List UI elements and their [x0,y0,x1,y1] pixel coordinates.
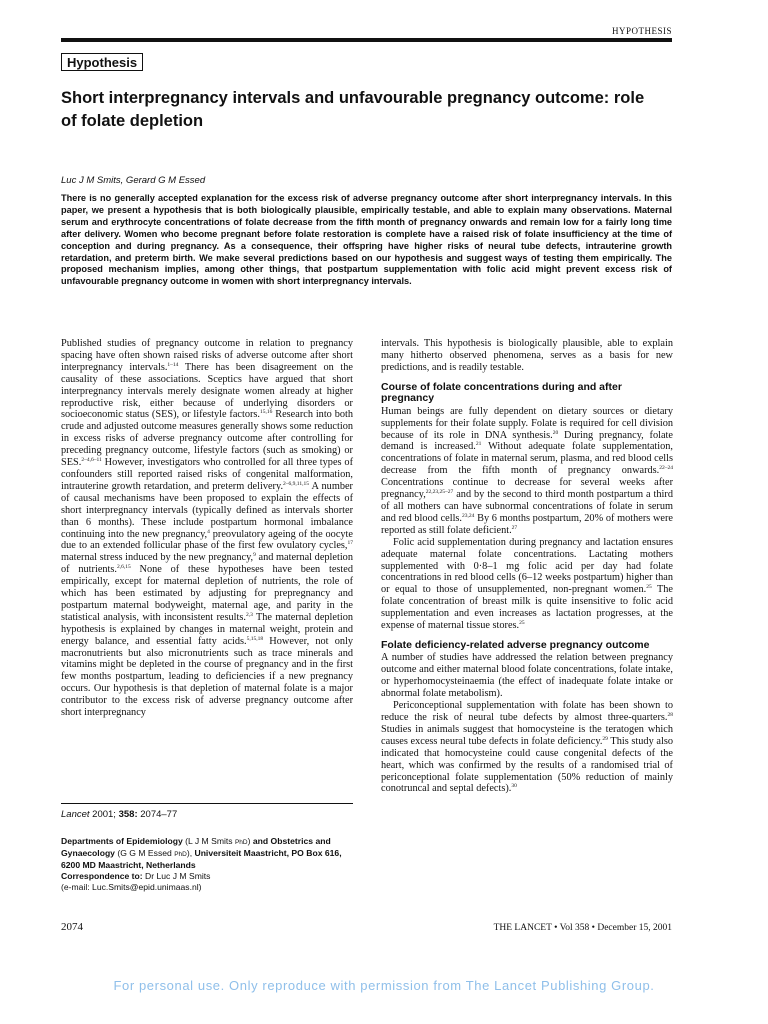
reference-superscript: 27 [511,524,518,531]
journal-name: Lancet [61,809,90,820]
reference-superscript: 15,16 [260,409,273,416]
body-paragraph: intervals. This hypothesis is biologically plausible, able to explain many hitherto observed phenomena, serves as a basis for new predictions, and is readily testable. [381,338,673,373]
article-title: Short interpregnancy intervals and unfavourable pregnancy outcome: role of folate depletion [61,89,645,130]
author-2-name: (G G M Essed [114,848,175,858]
section-label: Hypothesis [61,53,143,71]
left-column [61,338,353,719]
reference-superscript: 4 [207,528,210,535]
reference-superscript: 9 [253,552,256,559]
issue-line: THE LANCET • Vol 358 • December 15, 2001 [493,923,672,933]
reference-superscript: 21 [475,441,482,448]
correspondence-label: Correspondence to: [61,871,143,881]
citation-volume: 358: [118,809,138,820]
reference-superscript: 2,6,15 [116,564,131,571]
body-paragraph: A number of studies have addressed the relation between pregnancy outcome and either maternal blood folate concentrations, folate intake, or hyperhomocysteinaemia (the effect of inadequate folate intake or abnormal folate metabolism). [381,652,673,700]
abstract: There is no generally accepted explanation for the excess risk of adverse pregnancy outcome after short interpregnancy intervals. In this paper, we present a hypothesis that is both biologically plausible, empirically testable, and able to explain many observations. Maternal serum and erythrocyte concentrations of folate decrease from the fifth month of pregnancy onwards and remain low for a fairly long time after delivery. Women who become pregnant before folate restoration is complete have a raised risk of folate insufficiency at the time of conception and during pregnancy. As a consequence, their offspring have higher risks of neural tube defects, intrauterine growth retardation, and preterm birth. We make several predictions based on our hypothesis and suggest ways of testing them empirically. The proposed mechanism implies, among other things, that postpartum supplementation with folic acid might prevent excess risk of unfavourable pregnancy outcome in women with short interpregnancy intervals. [61,193,672,287]
reference-superscript: 2–4,6–11 [81,457,102,464]
copyright-notice: For personal use. Only reproduce with permission from The Lancet Publishing Group. [113,978,655,993]
body-paragraph: Human beings are fully dependent on dietary sources or dietary supplements for their folate supply. Folate is required for cell division because of its role in DNA synthesis.$^{20}$ During pregnancy, folate demand is increased.$^{21}$ Without adequate folate supplementation, concentrations of folate in maternal serum, plasma, and red blood cells decrease from the fifth month of pregnancy onwards.$^{22-24}$ Concentrations continue to decrease for several weeks after pregnancy,$^{22,23,25-27}$ and by the second to third month postpartum a third of all mothers can have subnormal concentrations of folate in serum and red blood cells.$^{23,24}$ By 6 months postpartum, 20% of mothers were reported as still folate deficient.$^{27}$ [381,405,674,536]
department-2: and Obstetrics and Gynaecology [61,836,331,858]
reference-superscript: 23,24 [462,512,475,519]
reference-superscript: 25 [646,584,652,591]
author-2-close: ), [186,848,193,858]
reference-superscript: 2–6,9,11,15 [283,480,309,487]
reference-superscript: 29 [602,735,608,742]
citation-pages: 2074–77 [137,809,178,820]
reference-superscript: 25 [519,620,525,627]
authors: Luc J M Smits, Gerard G M Essed [61,175,206,186]
body-paragraph: Periconceptional supplementation with folate has been shown to reduce the risk of neural tube defects by almost three-quarters.$^{28}$ Studies in animals suggest that homocysteine is the teratogen which causes excess neural tube defects in folate deficiency.$^{29}$ This study also indicated that homocysteine could cause congenital defects of the heart, which was confirmed by the results of a randomised trial of periconceptional folate supplementation (50% reduction of mainly conotruncal and septal defects).$^{30}$ [381,700,674,795]
right-column [381,338,673,795]
author-2-degree: PhD [174,851,187,858]
correspondence-name: Dr Luc J M Smits [142,871,211,881]
section-heading: Course of folate concentrations during and after pregnancy [381,380,622,405]
reference-superscript: 22–24 [659,465,673,472]
reference-superscript: 2,3 [245,611,253,618]
citation-year: 2001; [89,809,119,820]
institution: Universiteit Maastricht, PO Box 616, 6200 MD Maastricht, Netherlands [61,848,342,870]
reference-superscript: 1–14 [167,361,179,368]
header-rule [61,38,672,42]
reference-superscript: 5,15,18 [246,635,264,642]
body-paragraph: Published studies of pregnancy outcome in relation to pregnancy spacing have often shown raised risks of adverse outcome after short interpregnancy intervals.$^{1-14}$ There has been disagreement on the causality of these associations. Sceptics have argued that short interpregnancy intervals merely designate women already at higher reproductive risk, either because of underlying disorders or socioeconomic status (SES), or lifestyle factors.$^{15,16}$ Research into both crude and adjusted outcome measures generally shows some reduction in excess risks of adverse pregnancy outcome after controlling for preceding pregnancy outcome, lifestyle factors (such as smoking) or SES.$^{2-4,6-11}$ However, investigators who controlled for all three types of confounders still reported raised risks of congenital malformation, intrauterine growth retardation, and preterm delivery.$^{2-6,9,11,15}$ A number of causal mechanisms have been proposed to explain the effects of short interpregnancy intervals (typically defined as intervals shorter than 6 months). These include postpartum hormonal imbalance continuing into the new pregnancy,$^4$ preovulatory ageing of the oocyte due to an extended follicular phase of the first few ovulatory cycles,$^{17}$ maternal stress induced by the new pregnancy,$^9$ and maternal depletion of nutrients.$^{2,6,15}$ None of these hypotheses have been tested empirically, except for maternal depletion of nutrients, the role of which has been estimated by adjusting for prepregnancy and postpartum maternal bodyweight, maternal age, and parity in the statistical analysis, with inconsistent results.$^{2,3}$ The maternal depletion hypothesis is explained by changes in maternal weight, protein and energy balance, and essential fatty acids.$^{5,15,18}$ However, not only macronutrients but also micronutrients such as trace minerals and vitamins might be depleted in the course of pregnancy and in the first few months postpartum, leading to deficiencies if a new pregnancy occurs. Our hypothesis is that depletion of maternal folate is a major contributor to the excess risk of adverse pregnancy outcome after short interpregnancy [61,338,353,719]
author-1-degree: PhD [234,839,248,846]
section-heading: Folate deficiency-related adverse pregnancy outcome [381,638,650,651]
reference-superscript: 28 [667,711,673,718]
reference-superscript: 20 [552,429,559,436]
affiliation [61,836,361,893]
reference-superscript: 22,23,25–27 [425,489,454,496]
correspondence-email[interactable]: (e-mail: Luc.Smits@epid.unimaas.nl) [61,882,202,892]
reference-superscript: 17 [347,540,353,547]
author-1-name: (L J M Smits [182,836,235,846]
author-1-close: ) [247,836,251,846]
page-number: 2074 [61,921,83,933]
department-1: Departments of Epidemiology [61,836,183,846]
running-head: HYPOTHESIS [611,26,672,36]
reference-superscript: 30 [511,783,517,790]
body-paragraph: Folic acid supplementation during pregnancy and lactation ensures adequate maternal folate concentrations. Lactating mothers supplemented with 0·8–1 mg folic acid per day had folate concentrations in red blood cells (6–12 weeks postpartum) higher than or equal to those of unsupplemented, non-pregnant women.$^{25}$ The folate concentration of breast milk is quite insensitive to folic acid supplementation and even increases as lactation progresses, at the expense of maternal tissue stores.$^{25}$ [381,536,673,632]
citation [61,809,177,820]
footnote-rule [61,803,353,804]
